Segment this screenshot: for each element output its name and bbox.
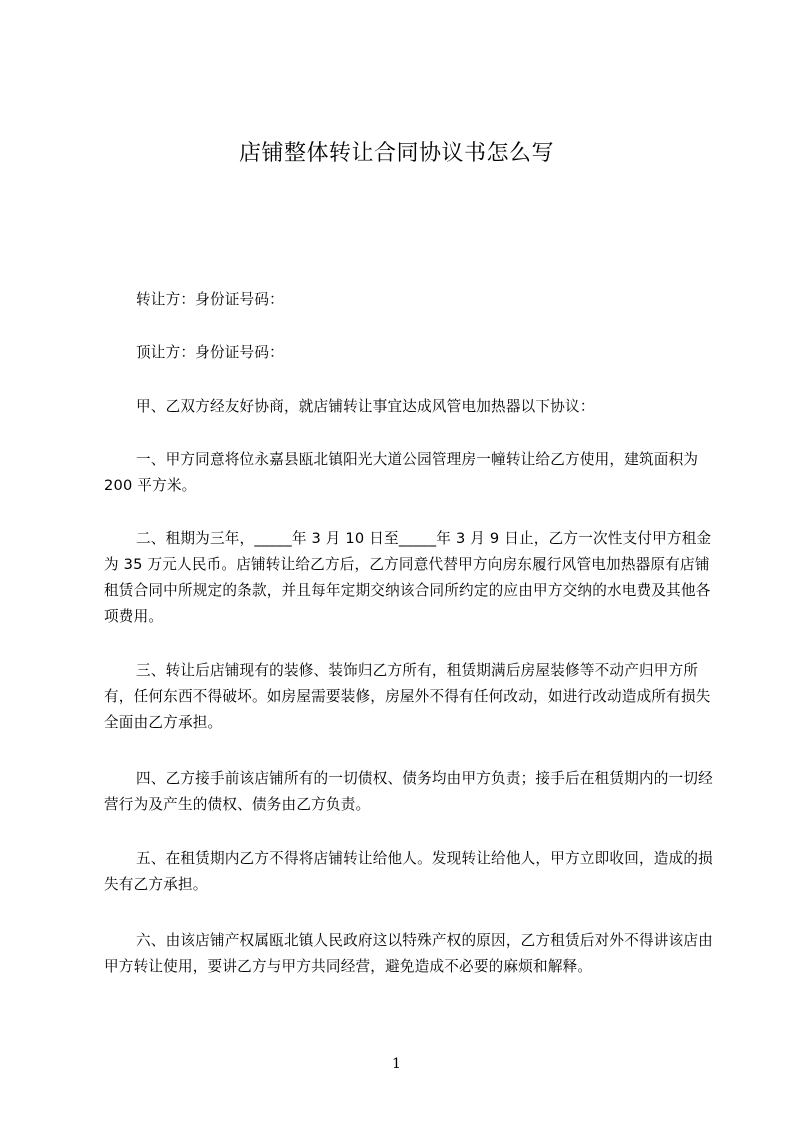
paragraph-preamble: 甲、乙双方经友好协商，就店铺转让事宜达成风管电加热器以下协议： bbox=[136, 398, 595, 415]
document-title: 店铺整体转让合同协议书怎么写 bbox=[238, 141, 554, 166]
paragraph-transferor: 转让方：身份证号码： bbox=[136, 291, 284, 308]
page-number: 1 bbox=[392, 1056, 401, 1072]
paragraph-transferee: 顶让方：身份证号码： bbox=[136, 344, 284, 361]
paragraph-clause-4: 四、乙方接手前该店铺所有的一切债权、债务均由甲方负责；接手后在租赁期内的一切经营行为及产生的债权、债务由乙方负责。 bbox=[104, 770, 713, 813]
paragraph-clause-1: 一、甲方同意将位永嘉县瓯北镇阳光大道公园管理房一幢转让给乙方使用，建筑面积为 200 平方米。 bbox=[104, 451, 704, 494]
paragraph-clause-5: 五、在租赁期内乙方不得将店铺转让给他人。发现转让给他人，甲方立即收回，造成的损失有乙方承担。 bbox=[104, 850, 713, 893]
paragraph-clause-6: 六、由该店铺产权属瓯北镇人民政府这以特殊产权的原因，乙方租赁后对外不得讲该店由甲方转让使用，要讲乙方与甲方共同经营，避免造成不必要的麻烦和解释。 bbox=[104, 932, 713, 975]
paragraph-clause-3: 三、转让后店铺现有的装修、装饰归乙方所有，租赁期满后房屋装修等不动产归甲方所有，任何东西不得破坏。如房屋需要装修，房屋外不得有任何改动，如进行改动造成所有损失全面由乙方承担。 bbox=[104, 662, 711, 731]
paragraph-clause-2: 二、租期为三年，_____年 3 月 10 日至_____年 3 月 9 日止，乙方一次性支付甲方租金为 35 万元人民币。店铺转让给乙方后，乙方同意代替甲方向房东履行风管电加热器原有店铺租赁合同中所规定的条款，并且每年定期交纳该合同所约定的应由甲方交纳的水电费及其他各项费用。 bbox=[104, 530, 712, 625]
